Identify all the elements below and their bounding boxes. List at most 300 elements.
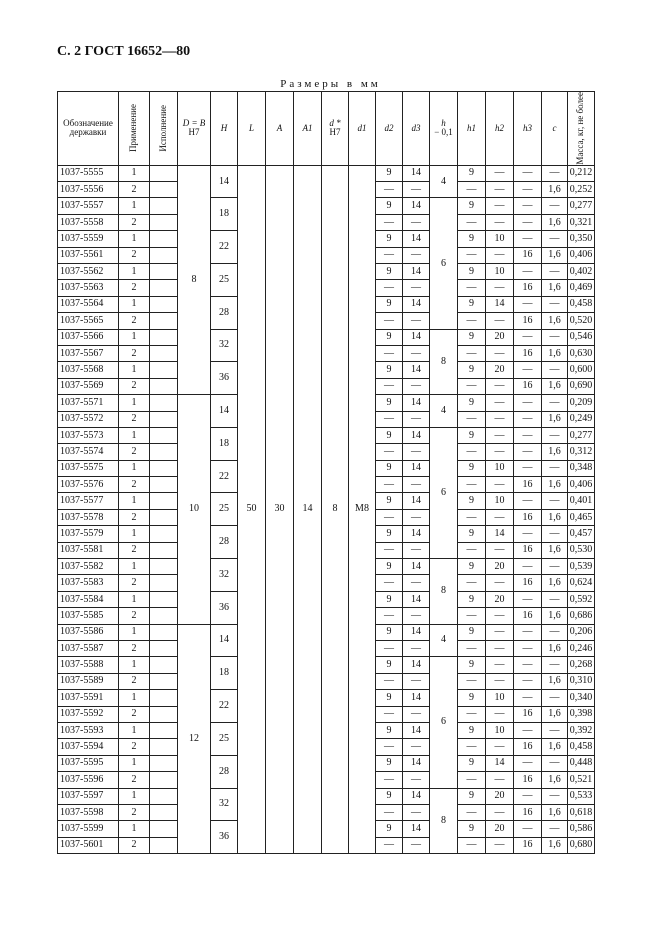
h1-cell: — bbox=[458, 673, 486, 689]
col-header-d-b: D = B H7 bbox=[178, 92, 211, 166]
h2-cell: 20 bbox=[486, 591, 514, 607]
h3-cell: 16 bbox=[514, 772, 542, 788]
d3-cell: 14 bbox=[403, 395, 430, 411]
H-cell: 25 bbox=[211, 722, 238, 755]
h2-cell: 14 bbox=[486, 755, 514, 771]
h2-cell: 20 bbox=[486, 788, 514, 804]
mass-cell: 0,521 bbox=[568, 772, 595, 788]
h2-cell: — bbox=[486, 706, 514, 722]
d2-cell: — bbox=[376, 247, 403, 263]
mass-cell: 0,600 bbox=[568, 362, 595, 378]
execution-cell bbox=[150, 378, 178, 394]
application-cell: 2 bbox=[119, 345, 150, 361]
application-cell: 1 bbox=[119, 329, 150, 345]
execution-cell bbox=[150, 722, 178, 738]
mass-cell: 0,624 bbox=[568, 575, 595, 591]
h2-cell: — bbox=[486, 198, 514, 214]
h2-cell: — bbox=[486, 395, 514, 411]
d2-cell: 9 bbox=[376, 624, 403, 640]
designation-cell: 1037-5592 bbox=[58, 706, 119, 722]
h1-cell: — bbox=[458, 837, 486, 853]
h3-cell: — bbox=[514, 559, 542, 575]
d2-cell: 9 bbox=[376, 526, 403, 542]
h2-cell: 10 bbox=[486, 493, 514, 509]
h3-cell: 16 bbox=[514, 706, 542, 722]
d3-cell: — bbox=[403, 706, 430, 722]
h1-cell: 9 bbox=[458, 198, 486, 214]
h2-cell: 20 bbox=[486, 329, 514, 345]
mass-cell: 0,458 bbox=[568, 739, 595, 755]
application-cell: 1 bbox=[119, 362, 150, 378]
designation-cell: 1037-5565 bbox=[58, 313, 119, 329]
A-cell: 30 bbox=[266, 165, 294, 853]
execution-cell bbox=[150, 493, 178, 509]
execution-cell bbox=[150, 182, 178, 198]
execution-cell bbox=[150, 837, 178, 853]
c-cell: 1,6 bbox=[542, 673, 568, 689]
designation-cell: 1037-5569 bbox=[58, 378, 119, 394]
c-cell: — bbox=[542, 264, 568, 280]
c-cell: — bbox=[542, 690, 568, 706]
H-cell: 18 bbox=[211, 198, 238, 231]
designation-cell: 1037-5598 bbox=[58, 804, 119, 820]
application-cell: 1 bbox=[119, 460, 150, 476]
h1-cell: — bbox=[458, 214, 486, 230]
c-cell: 1,6 bbox=[542, 640, 568, 656]
h2-cell: — bbox=[486, 575, 514, 591]
h3-cell: — bbox=[514, 591, 542, 607]
d3-cell: — bbox=[403, 772, 430, 788]
H-cell: 36 bbox=[211, 821, 238, 854]
application-cell: 1 bbox=[119, 657, 150, 673]
execution-cell bbox=[150, 264, 178, 280]
h2-cell: — bbox=[486, 427, 514, 443]
designation-cell: 1037-5576 bbox=[58, 477, 119, 493]
execution-cell bbox=[150, 444, 178, 460]
designation-cell: 1037-5559 bbox=[58, 231, 119, 247]
h2-cell: — bbox=[486, 182, 514, 198]
h1-cell: 9 bbox=[458, 559, 486, 575]
H-cell: 32 bbox=[211, 788, 238, 821]
execution-cell bbox=[150, 165, 178, 181]
h1-cell: 9 bbox=[458, 722, 486, 738]
h2-cell: 20 bbox=[486, 362, 514, 378]
d2-cell: — bbox=[376, 444, 403, 460]
d2-cell: — bbox=[376, 345, 403, 361]
application-cell: 2 bbox=[119, 378, 150, 394]
h3-cell: — bbox=[514, 264, 542, 280]
h3-cell: — bbox=[514, 673, 542, 689]
mass-cell: 0,533 bbox=[568, 788, 595, 804]
h3-cell: 16 bbox=[514, 477, 542, 493]
h2-cell: 10 bbox=[486, 690, 514, 706]
designation-cell: 1037-5579 bbox=[58, 526, 119, 542]
h-cell: 4 bbox=[430, 165, 458, 198]
A1-cell: 14 bbox=[294, 165, 322, 853]
h2-cell: — bbox=[486, 214, 514, 230]
h1-cell: — bbox=[458, 640, 486, 656]
H-cell: 36 bbox=[211, 591, 238, 624]
application-cell: 1 bbox=[119, 296, 150, 312]
c-cell: — bbox=[542, 231, 568, 247]
designation-cell: 1037-5568 bbox=[58, 362, 119, 378]
application-cell: 1 bbox=[119, 198, 150, 214]
designation-cell: 1037-5593 bbox=[58, 722, 119, 738]
application-cell: 1 bbox=[119, 165, 150, 181]
d2-cell: — bbox=[376, 214, 403, 230]
h1-cell: — bbox=[458, 378, 486, 394]
d3-cell: — bbox=[403, 280, 430, 296]
h3-cell: 16 bbox=[514, 542, 542, 558]
h3-cell: — bbox=[514, 198, 542, 214]
h3-cell: 16 bbox=[514, 837, 542, 853]
h2-cell: — bbox=[486, 608, 514, 624]
h3-cell: — bbox=[514, 329, 542, 345]
designation-cell: 1037-5589 bbox=[58, 673, 119, 689]
d3-cell: 14 bbox=[403, 591, 430, 607]
mass-cell: 0,348 bbox=[568, 460, 595, 476]
execution-cell bbox=[150, 788, 178, 804]
d3-cell: — bbox=[403, 214, 430, 230]
col-header-designation: Обозначение державки bbox=[58, 92, 119, 166]
designation-cell: 1037-5577 bbox=[58, 493, 119, 509]
d2-cell: — bbox=[376, 477, 403, 493]
units-caption: Размеры в мм bbox=[280, 78, 381, 90]
c-cell: — bbox=[542, 591, 568, 607]
col-header-d: d * H7 bbox=[322, 92, 349, 166]
h2-cell: — bbox=[486, 444, 514, 460]
table-body bbox=[58, 165, 595, 853]
mass-cell: 0,209 bbox=[568, 395, 595, 411]
c-cell: 1,6 bbox=[542, 313, 568, 329]
mass-cell: 0,406 bbox=[568, 247, 595, 263]
h1-cell: 9 bbox=[458, 755, 486, 771]
h2-cell: — bbox=[486, 411, 514, 427]
h3-cell: — bbox=[514, 427, 542, 443]
execution-cell bbox=[150, 329, 178, 345]
H-cell: 14 bbox=[211, 165, 238, 198]
execution-cell bbox=[150, 198, 178, 214]
H-cell: 36 bbox=[211, 362, 238, 395]
d3-cell: — bbox=[403, 411, 430, 427]
designation-cell: 1037-5597 bbox=[58, 788, 119, 804]
designation-cell: 1037-5599 bbox=[58, 821, 119, 837]
d3-cell: — bbox=[403, 804, 430, 820]
c-cell: — bbox=[542, 821, 568, 837]
application-cell: 1 bbox=[119, 231, 150, 247]
col-header-d1: d1 bbox=[349, 92, 376, 166]
H-cell: 28 bbox=[211, 296, 238, 329]
d3-cell: 14 bbox=[403, 788, 430, 804]
execution-cell bbox=[150, 690, 178, 706]
designation-cell: 1037-5583 bbox=[58, 575, 119, 591]
execution-cell bbox=[150, 739, 178, 755]
mass-cell: 0,392 bbox=[568, 722, 595, 738]
designation-cell: 1037-5566 bbox=[58, 329, 119, 345]
c-cell: 1,6 bbox=[542, 247, 568, 263]
d3-cell: — bbox=[403, 182, 430, 198]
designation-cell: 1037-5575 bbox=[58, 460, 119, 476]
execution-cell bbox=[150, 395, 178, 411]
h-cell: 4 bbox=[430, 624, 458, 657]
h1-cell: 9 bbox=[458, 526, 486, 542]
application-cell: 2 bbox=[119, 706, 150, 722]
mass-cell: 0,469 bbox=[568, 280, 595, 296]
mass-cell: 0,539 bbox=[568, 559, 595, 575]
d3-cell: — bbox=[403, 247, 430, 263]
mass-cell: 0,310 bbox=[568, 673, 595, 689]
d2-cell: — bbox=[376, 673, 403, 689]
h2-cell: 10 bbox=[486, 460, 514, 476]
c-cell: 1,6 bbox=[542, 214, 568, 230]
h1-cell: 9 bbox=[458, 624, 486, 640]
d3-cell: 14 bbox=[403, 821, 430, 837]
mass-cell: 0,277 bbox=[568, 427, 595, 443]
H-cell: 28 bbox=[211, 526, 238, 559]
d2-cell: 9 bbox=[376, 460, 403, 476]
d3-cell: 14 bbox=[403, 329, 430, 345]
mass-cell: 0,312 bbox=[568, 444, 595, 460]
designation-cell: 1037-5573 bbox=[58, 427, 119, 443]
d3-cell: 14 bbox=[403, 427, 430, 443]
mass-cell: 0,401 bbox=[568, 493, 595, 509]
d2-cell: 9 bbox=[376, 296, 403, 312]
h2-cell: — bbox=[486, 509, 514, 525]
c-cell: — bbox=[542, 624, 568, 640]
h1-cell: 9 bbox=[458, 165, 486, 181]
mass-cell: 0,458 bbox=[568, 296, 595, 312]
d3-cell: — bbox=[403, 608, 430, 624]
d3-cell: — bbox=[403, 739, 430, 755]
application-cell: 2 bbox=[119, 575, 150, 591]
h3-cell: — bbox=[514, 755, 542, 771]
h2-cell: 10 bbox=[486, 722, 514, 738]
d2-cell: — bbox=[376, 280, 403, 296]
d2-cell: — bbox=[376, 640, 403, 656]
designation-cell: 1037-5571 bbox=[58, 395, 119, 411]
c-cell: — bbox=[542, 722, 568, 738]
d3-cell: — bbox=[403, 837, 430, 853]
h2-cell: 14 bbox=[486, 296, 514, 312]
H-cell: 14 bbox=[211, 395, 238, 428]
application-cell: 1 bbox=[119, 493, 150, 509]
H-cell: 14 bbox=[211, 624, 238, 657]
h2-cell: — bbox=[486, 640, 514, 656]
h1-cell: 9 bbox=[458, 788, 486, 804]
d2-cell: — bbox=[376, 182, 403, 198]
h1-cell: — bbox=[458, 608, 486, 624]
execution-cell bbox=[150, 345, 178, 361]
mass-cell: 0,448 bbox=[568, 755, 595, 771]
d2-cell: 9 bbox=[376, 231, 403, 247]
h2-cell: — bbox=[486, 772, 514, 788]
mass-cell: 0,212 bbox=[568, 165, 595, 181]
application-cell: 1 bbox=[119, 722, 150, 738]
designation-cell: 1037-5587 bbox=[58, 640, 119, 656]
d3-cell: 14 bbox=[403, 362, 430, 378]
h3-cell: 16 bbox=[514, 280, 542, 296]
execution-cell bbox=[150, 542, 178, 558]
mass-cell: 0,402 bbox=[568, 264, 595, 280]
h-cell: 6 bbox=[430, 198, 458, 329]
designation-cell: 1037-5586 bbox=[58, 624, 119, 640]
h1-cell: 9 bbox=[458, 362, 486, 378]
execution-cell bbox=[150, 214, 178, 230]
d3-cell: — bbox=[403, 345, 430, 361]
designation-cell: 1037-5561 bbox=[58, 247, 119, 263]
h2-cell: 20 bbox=[486, 821, 514, 837]
h3-cell: — bbox=[514, 362, 542, 378]
d2-cell: 9 bbox=[376, 395, 403, 411]
c-cell: — bbox=[542, 198, 568, 214]
h2-cell: — bbox=[486, 657, 514, 673]
execution-cell bbox=[150, 362, 178, 378]
execution-cell bbox=[150, 559, 178, 575]
application-cell: 1 bbox=[119, 559, 150, 575]
mass-cell: 0,530 bbox=[568, 542, 595, 558]
application-cell: 2 bbox=[119, 444, 150, 460]
h2-cell: 20 bbox=[486, 559, 514, 575]
H-cell: 25 bbox=[211, 264, 238, 297]
mass-cell: 0,350 bbox=[568, 231, 595, 247]
col-header-c: c bbox=[542, 92, 568, 166]
h1-cell: — bbox=[458, 804, 486, 820]
col-header-application: Применение bbox=[119, 92, 150, 166]
h3-cell: 16 bbox=[514, 345, 542, 361]
H-cell: 22 bbox=[211, 231, 238, 264]
d2-cell: — bbox=[376, 706, 403, 722]
h2-cell: — bbox=[486, 673, 514, 689]
c-cell: 1,6 bbox=[542, 444, 568, 460]
d2-cell: — bbox=[376, 837, 403, 853]
mass-cell: 0,457 bbox=[568, 526, 595, 542]
d2-cell: — bbox=[376, 313, 403, 329]
c-cell: — bbox=[542, 559, 568, 575]
col-header-h2: h2 bbox=[486, 92, 514, 166]
d3-cell: 14 bbox=[403, 559, 430, 575]
application-cell: 1 bbox=[119, 755, 150, 771]
d3-cell: 14 bbox=[403, 624, 430, 640]
h-cell: 8 bbox=[430, 788, 458, 854]
d3-cell: — bbox=[403, 640, 430, 656]
c-cell: — bbox=[542, 493, 568, 509]
application-cell: 2 bbox=[119, 477, 150, 493]
d3-cell: — bbox=[403, 444, 430, 460]
designation-cell: 1037-5591 bbox=[58, 690, 119, 706]
designation-cell: 1037-5581 bbox=[58, 542, 119, 558]
d3-cell: 14 bbox=[403, 231, 430, 247]
h3-cell: — bbox=[514, 214, 542, 230]
h1-cell: 9 bbox=[458, 657, 486, 673]
c-cell: 1,6 bbox=[542, 345, 568, 361]
c-cell: 1,6 bbox=[542, 575, 568, 591]
col-header-h3: h3 bbox=[514, 92, 542, 166]
execution-cell bbox=[150, 608, 178, 624]
h1-cell: 9 bbox=[458, 690, 486, 706]
h1-cell: — bbox=[458, 444, 486, 460]
execution-cell bbox=[150, 657, 178, 673]
mass-cell: 0,592 bbox=[568, 591, 595, 607]
h3-cell: 16 bbox=[514, 247, 542, 263]
h3-cell: 16 bbox=[514, 509, 542, 525]
designation-cell: 1037-5578 bbox=[58, 509, 119, 525]
d-b-cell: 8 bbox=[178, 165, 211, 394]
h3-cell: — bbox=[514, 788, 542, 804]
application-cell: 2 bbox=[119, 247, 150, 263]
application-cell: 2 bbox=[119, 214, 150, 230]
c-cell: 1,6 bbox=[542, 837, 568, 853]
execution-cell bbox=[150, 640, 178, 656]
h1-cell: — bbox=[458, 477, 486, 493]
mass-cell: 0,246 bbox=[568, 640, 595, 656]
col-header-A: A bbox=[266, 92, 294, 166]
mass-cell: 0,277 bbox=[568, 198, 595, 214]
execution-cell bbox=[150, 247, 178, 263]
mass-cell: 0,618 bbox=[568, 804, 595, 820]
h1-cell: — bbox=[458, 542, 486, 558]
h2-cell: 10 bbox=[486, 231, 514, 247]
d3-cell: — bbox=[403, 378, 430, 394]
c-cell: — bbox=[542, 395, 568, 411]
H-cell: 22 bbox=[211, 690, 238, 723]
L-cell: 50 bbox=[238, 165, 266, 853]
mass-cell: 0,465 bbox=[568, 509, 595, 525]
d2-cell: — bbox=[376, 542, 403, 558]
mass-cell: 0,546 bbox=[568, 329, 595, 345]
h1-cell: 9 bbox=[458, 821, 486, 837]
col-header-d3: d3 bbox=[403, 92, 430, 166]
mass-cell: 0,268 bbox=[568, 657, 595, 673]
execution-cell bbox=[150, 231, 178, 247]
h3-cell: — bbox=[514, 165, 542, 181]
application-cell: 1 bbox=[119, 690, 150, 706]
application-cell: 1 bbox=[119, 427, 150, 443]
execution-cell bbox=[150, 509, 178, 525]
d2-cell: — bbox=[376, 575, 403, 591]
h1-cell: 9 bbox=[458, 591, 486, 607]
execution-cell bbox=[150, 460, 178, 476]
h2-cell: — bbox=[486, 345, 514, 361]
execution-cell bbox=[150, 477, 178, 493]
col-header-h1: h1 bbox=[458, 92, 486, 166]
h1-cell: 9 bbox=[458, 427, 486, 443]
mass-cell: 0,340 bbox=[568, 690, 595, 706]
h2-cell: — bbox=[486, 165, 514, 181]
application-cell: 2 bbox=[119, 673, 150, 689]
designation-cell: 1037-5572 bbox=[58, 411, 119, 427]
designation-cell: 1037-5596 bbox=[58, 772, 119, 788]
application-cell: 2 bbox=[119, 542, 150, 558]
execution-cell bbox=[150, 624, 178, 640]
H-cell: 32 bbox=[211, 559, 238, 592]
h1-cell: — bbox=[458, 772, 486, 788]
designation-cell: 1037-5556 bbox=[58, 182, 119, 198]
designation-cell: 1037-5595 bbox=[58, 755, 119, 771]
h3-cell: — bbox=[514, 640, 542, 656]
h3-cell: — bbox=[514, 231, 542, 247]
designation-cell: 1037-5585 bbox=[58, 608, 119, 624]
d3-cell: — bbox=[403, 542, 430, 558]
d3-cell: 14 bbox=[403, 296, 430, 312]
application-cell: 2 bbox=[119, 772, 150, 788]
c-cell: — bbox=[542, 526, 568, 542]
h3-cell: — bbox=[514, 411, 542, 427]
d-b-cell: 10 bbox=[178, 395, 211, 624]
execution-cell bbox=[150, 296, 178, 312]
h3-cell: — bbox=[514, 460, 542, 476]
h2-cell: — bbox=[486, 542, 514, 558]
application-cell: 1 bbox=[119, 788, 150, 804]
